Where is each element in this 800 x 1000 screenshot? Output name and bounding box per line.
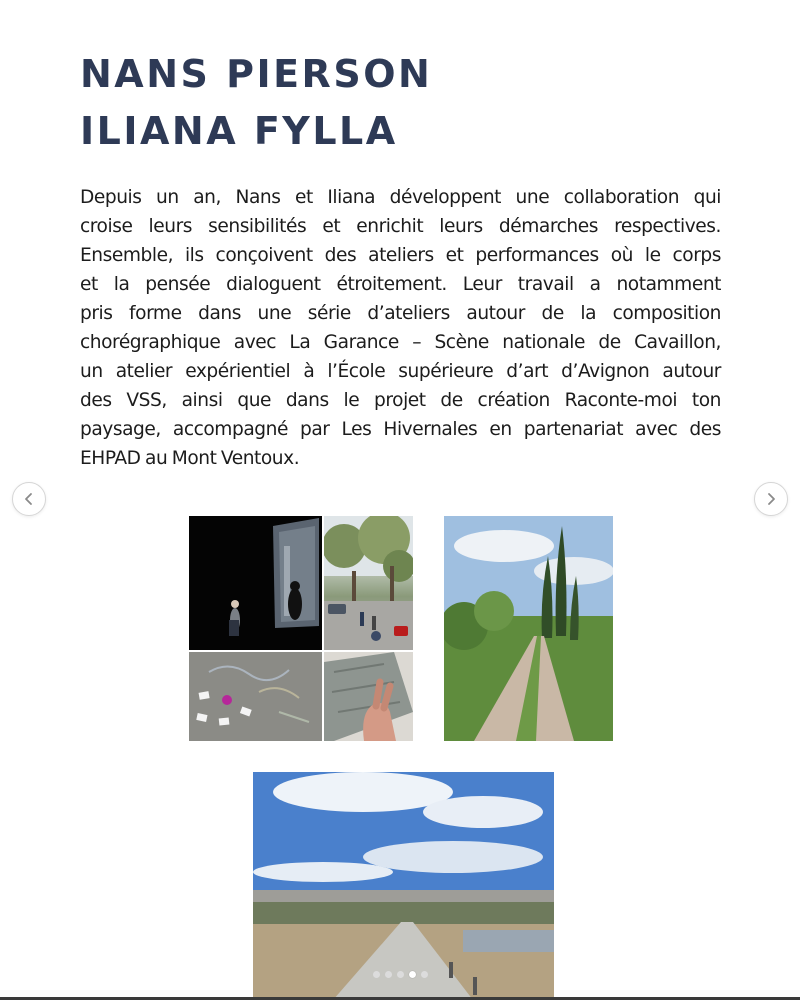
description-line: Ensemble, ils conçoivent des ateliers et performances où le corps (80, 245, 721, 266)
pagination-dot-active[interactable] (409, 971, 416, 978)
title-line-1: NANS PIERSON (80, 52, 433, 96)
photo-cypress-path (444, 516, 613, 741)
carousel-next-button[interactable] (754, 482, 788, 516)
post-title (80, 46, 432, 160)
description-line: des VSS, ainsi que dans le projet de création Raconte-moi ton (80, 390, 721, 411)
photo-street-trees (324, 516, 413, 650)
description-line: et la pensée dialoguent étroitement. Leur travail a notamment (80, 274, 721, 295)
chevron-left-icon (22, 492, 36, 506)
photo-hand-drawing (324, 652, 413, 741)
pagination-dot[interactable] (385, 971, 392, 978)
pagination-dot[interactable] (397, 971, 404, 978)
title-line-2: ILIANA FYLLA (80, 109, 398, 153)
chevron-right-icon (764, 492, 778, 506)
pagination-dot[interactable] (373, 971, 380, 978)
photo-chalk-ground (189, 652, 322, 741)
carousel-pagination (368, 971, 432, 979)
description-line: croise leurs sensibilités et enrichit leurs démarches respectives. (80, 216, 721, 237)
description-line: pris forme dans une série d’ateliers autour de la composition (80, 303, 721, 324)
description-line: paysage, accompagné par Les Hivernales en partenariat avec des (80, 419, 721, 440)
pagination-dot[interactable] (421, 971, 428, 978)
description-line: Depuis un an, Nans et Iliana développent une collaboration qui (80, 187, 721, 208)
photo-dark-stage (189, 516, 322, 650)
carousel-prev-button[interactable] (12, 482, 46, 516)
post-description (80, 183, 721, 473)
description-line: un atelier expérientiel à l’École supérieure d’art d’Avignon autour (80, 361, 721, 382)
description-line: chorégraphique avec La Garance – Scène nationale de Cavaillon, (80, 332, 721, 353)
description-line: EHPAD au Mont Ventoux. (80, 448, 300, 469)
photo-city-walkway (253, 772, 554, 998)
